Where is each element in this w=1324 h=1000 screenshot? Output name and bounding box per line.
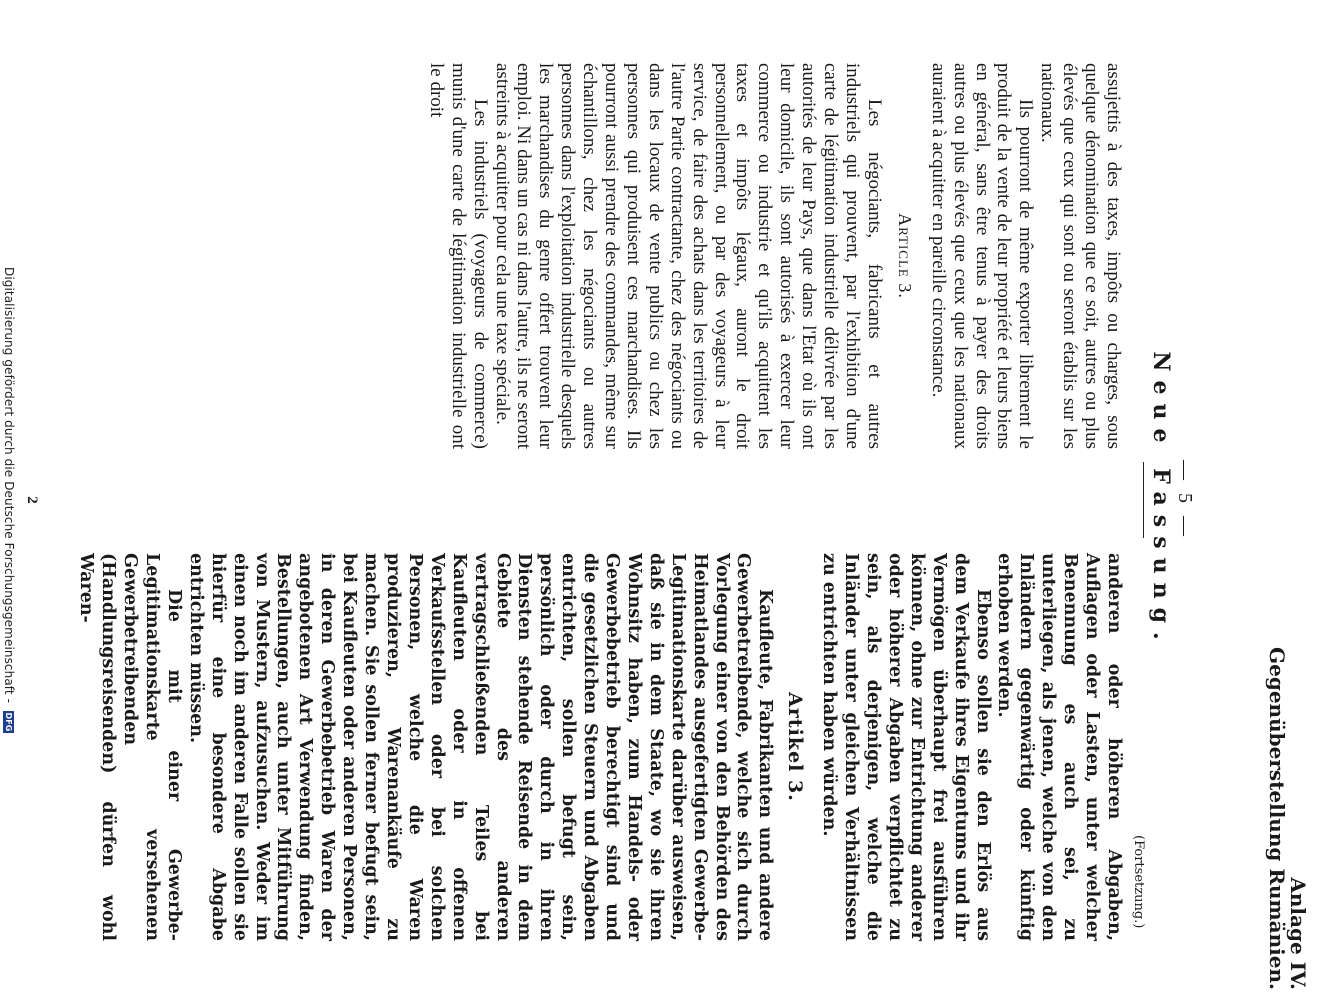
digitization-footer xyxy=(2,0,16,1000)
german-column xyxy=(74,553,1124,941)
appendix-subtitle: Gegenüberstellung Rumänien. xyxy=(1265,647,1289,990)
sheet-number: 2 xyxy=(24,496,40,504)
appendix-heading xyxy=(1266,600,1308,990)
digitization-note: Digitalisierung gefördert durch die Deutsche Forschungsgemeinschaft - xyxy=(2,267,16,704)
title-rule xyxy=(1143,462,1144,538)
german-article-heading: Artikel 3. xyxy=(784,692,807,802)
dfg-logo: DFG xyxy=(4,712,13,732)
section-title: Neue Fassung. xyxy=(1148,351,1174,649)
french-paragraph-2: Ils pourront de même exporter librement le produit de la vente de leur propriété et leurs biens en général, sans être tenus à payer des droits autres ou plus élevés que ceux que les nationaux auraient à acquitter en pareille circonstance. xyxy=(927,63,1037,449)
french-column xyxy=(425,63,1124,449)
german-paragraph-1: anderen oder höheren Abgaben, Auflagen oder Lasten, unter welcher Benennung es auch sei, zu unterliegen, als jenen, welche von den Inländern gegenwärtig oder künftig erhoben werden. xyxy=(994,553,1124,941)
french-paragraph-1: assujettis à des taxes, impôts ou charges, sous quelque dénomination que ce soit, autres ou plus élevés que ceux qui sont ou seront établis sur les nationaux. xyxy=(1037,63,1124,449)
french-paragraph-3: Les négociants, fabricants et autres industriels qui prouvent, par l'exhibition d'une carte de légitimation industrielle délivrée par les autorités de leur Pays, que dans l'Etat où ils ont leur domicile, ils sont autorisés à exercer leur commerce ou industrie et qu'ils acquittent les taxes et impôts légaux, auront le droit personnellement, ou par des voyageurs à leur service, de faire des achats dans les territoires de l'autre Partie contractante, chez des négociants ou dans les locaux de vente publics ou chez les personnes qui produisent ces marchandises. Ils pourront aussi prendre des commandes, même sur échantillons, chez les négociants ou autres personnes dans l'exploitation industrielle desquels les marchandises du genre offert trouvent leur emploi. Ni dans un cas ni dans l'autre, ils ne seront astreints à acquitter pour cela une taxe spéciale. xyxy=(491,63,885,449)
french-article-heading: Article 3. xyxy=(894,213,915,299)
continuation-note: (Fortsetzung.) xyxy=(1131,835,1146,929)
page-number: — 5 — xyxy=(1174,460,1196,540)
german-paragraph-2: Ebenso sollen sie den Erlös aus dem Verkaufe ihres Eigentums und ihr Vermögen überhaupt frei ausführen können, ohne zur Entrichtung anderer oder höherer Abgaben verpflichtet zu sein, als derjenigen, welche die Inländer unter gleichen Verhältnissen zu entrichten haben würden. xyxy=(819,553,993,941)
appendix-label: Anlage IV. xyxy=(1286,877,1310,990)
french-paragraph-4: Les industriels (voyageurs de commerce) munis d'une carte de légitimation industrielle ont le droit xyxy=(425,63,491,449)
german-paragraph-3: Kaufleute, Fabrikanten und andere Gewerbetreibende, welche sich durch Vorlegung einer von den Behörden des Heimatlandes ausgefertigten Gewerbe-Legitimationskarte darüber ausweisen, daß sie in dem Staate, wo sie ihren Wohnsitz haben, zum Handels- oder Gewerbebetrieb berechtigt sind und die gesetzlichen Steuern und Abgaben entrichten, sollen befugt sein, persönlich oder durch in ihren Diensten stehende Reisende in dem Gebiete des anderen vertragschließenden Teiles bei Kaufleuten oder in offenen Verkaufsstellen oder bei solchen Personen, welche die Waren produzieren, Warenankäufe zu machen. Sie sollen ferner befugt sein, bei Kaufleuten oder anderen Personen, in deren Gewerbebetrieb Waren der angebotenen Art Verwendung finden, Bestellungen, auch unter Mitführung von Mustern, aufzusuchen. Weder im einen noch im anderen Falle sollen sie hierfür eine besondere Abgabe entrichten müssen. xyxy=(185,553,776,941)
german-paragraph-4: Die mit einer Gewerbe-Legitimationskarte versehenen Gewerbetreibenden (Handlungsreisenden) dürfen wohl Waren- xyxy=(76,553,184,941)
